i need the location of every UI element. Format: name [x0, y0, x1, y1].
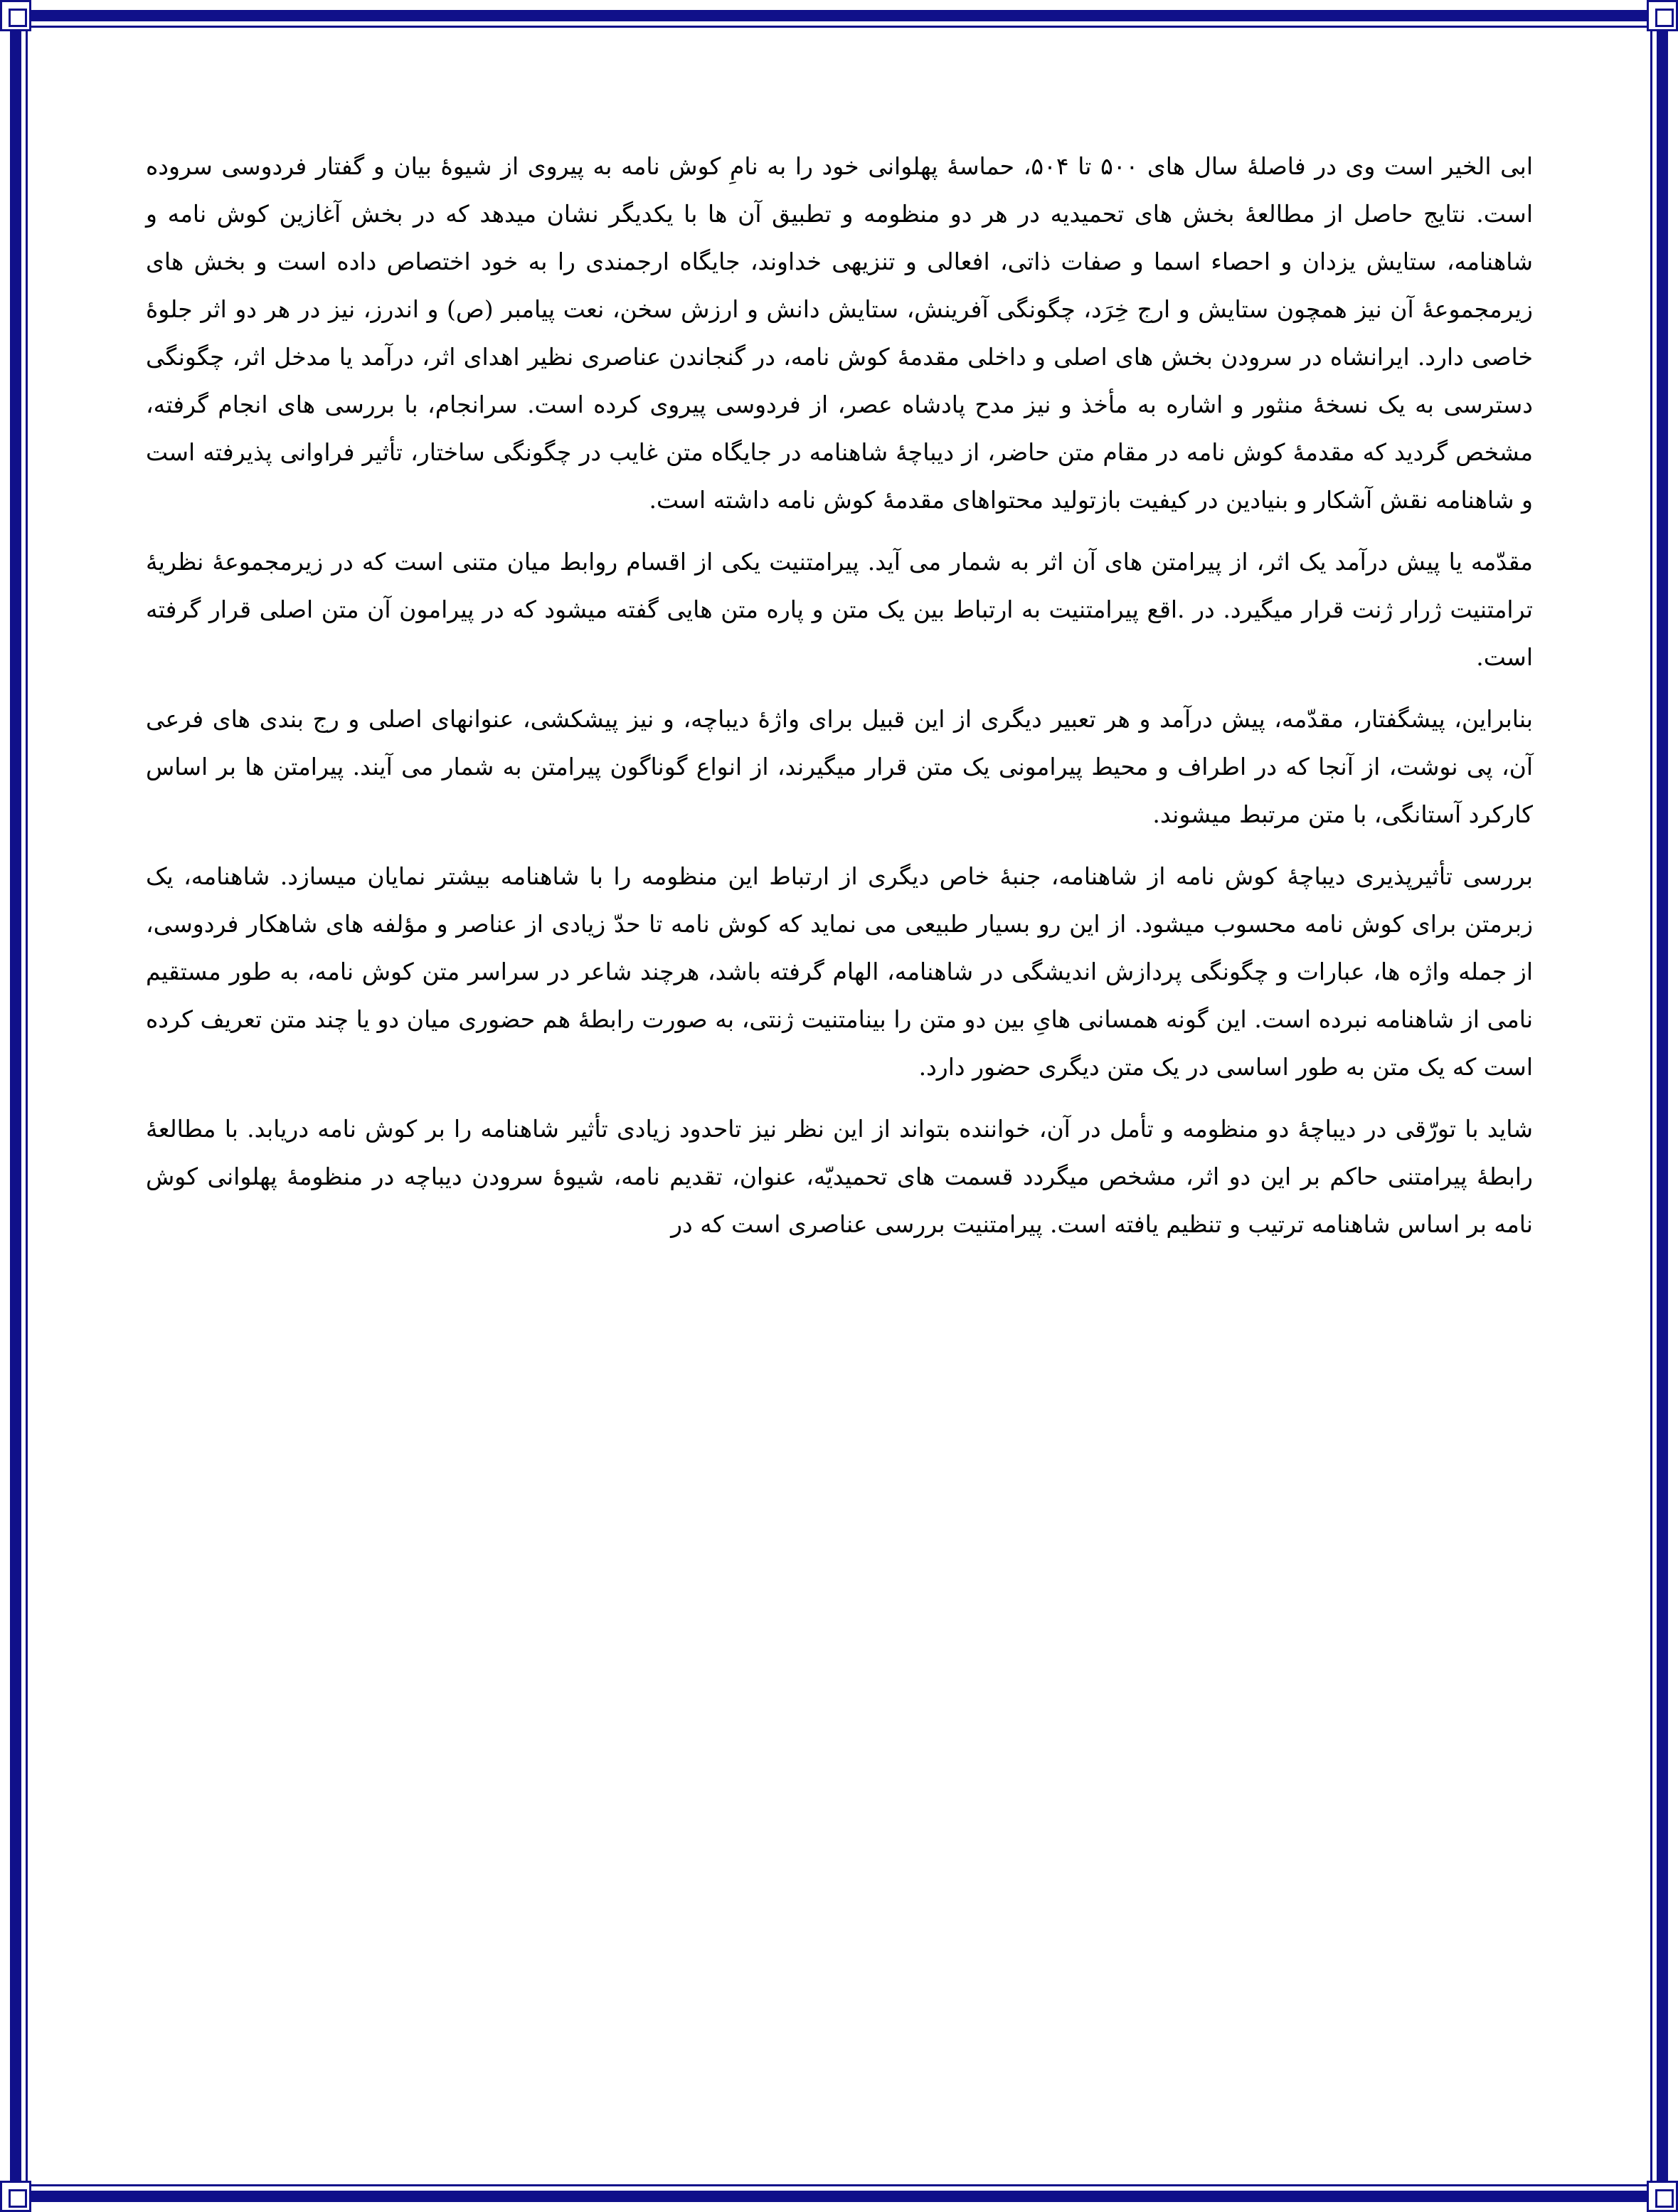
- corner-ornament-bottom-left: [0, 2181, 31, 2212]
- corner-ornament-top-right: [1647, 0, 1678, 31]
- paragraph-1: ابی الخیر است وی در فاصلهٔ سال های ۵۰۰ تا ۵۰۴، حماسهٔ پهلوانی خود را به نامِ کوش نامه به پیروی از شیوهٔ بیان و گفتار فردوسی سروده است. نتایج حاصل از مطالعهٔ بخش های تحمیدیه در هر دو منظومه و تطبیق آن ها با یکدیگر نشان میدهد که در بخش آغازین کوش نامه و شاهنامه، ستایش یزدان و احصاء اسما و صفات ذاتی، افعالی و تنزیهی خداوند، جایگاه ارجمندی را به خود اختصاص داده است و بخش های زیرمجموعهٔ آن نیز همچون ستایش و ارج خِرَد، چگونگی آفرینش، ستایش دانش و ارزش سخن، نعت پیامبر (ص) و اندرز، نیز در هر دو اثر جلوهٔ خاصی دارد. ایرانشاه در سرودن بخش های اصلی و داخلی مقدمهٔ کوش نامه، در گنجاندن عناصری نظیر اهدای اثر، درآمد یا مدخل اثر، چگونگی دسترسی به یک نسخهٔ منثور و اشاره به مأخذ و نیز مدح پادشاه عصر، از فردوسی پیروی کرده است. سرانجام، با بررسی های انجام گرفته، مشخص گردید که مقدمهٔ کوش نامه در مقام متن حاضر، از دیباچهٔ شاهنامه در جایگاه متن غایب در چگونگی ساختار، تأثیر فراوانی پذیرفته است و شاهنامه نقش آشکار و بنیادین در کیفیت بازتولید محتواهای مقدمهٔ کوش نامه داشته است.: [146, 152, 1533, 514]
- paragraph-5: شاید با تورّقی در دیباچهٔ دو منظومه و تأمل در آن، خواننده بتواند از این نظر نیز تاحدود زیادی تأثیر شاهنامه را بر کوش نامه دریابد. با مطالعهٔ رابطهٔ پیرامتنی حاکم بر این دو اثر، مشخص میگردد قسمت های تحمیدیّه، عنوان، تقدیم نامه، شیوهٔ سرودن دیباچه در منظومهٔ پهلوانی کوش نامه بر اساس شاهنامه ترتیب و تنظیم یافته است. پیرامتنیت بررسی عناصری است که در: [146, 1115, 1533, 1238]
- corner-ornament-bottom-right: [1647, 2181, 1678, 2212]
- corner-ornament-top-left: [0, 0, 31, 31]
- paragraph-3: بنابراین، پیشگفتار، مقدّمه، پیش درآمد و هر تعبیر دیگری از این قبیل برای واژهٔ دیباچه، و نیز پیشکشی، عنوانهای اصلی و رج بندی های فرعی آن، پی نوشت، از آنجا که در اطراف و محیط پیرامونی یک متن قرار میگیرند، از انواع گوناگون پیرامتن به شمار می آیند. پیرامتن ها بر اساس کارکرد آستانگی، با متن مرتبط میشوند.: [146, 705, 1533, 828]
- paragraph-4: بررسی تأثیرپذیری دیباچهٔ کوش نامه از شاهنامه، جنبهٔ خاص دیگری از ارتباط این منظومه را با شاهنامه بیشتر نمایان میسازد. شاهنامه، یک زبرمتن برای کوش نامه محسوب میشود. از این رو بسیار طبیعی می نماید که کوش نامه تا حدّ زیادی از عناصر و مؤلفه های شاهکار فردوسی، از جمله واژه ها، عبارات و چگونگی پردازش اندیشگی در شاهنامه، الهام گرفته باشد، هرچند شاعر در سراسر متن کوش نامه، به طور مستقیم نامی از شاهنامه نبرده است. این گونه همسانی هایِ بین دو متن را بینامتنیت ژنتی، به صورت رابطهٔ هم حضوری میان دو یا چند متن تعریف کرده است که یک متن به طور اساسی در یک متن دیگری حضور دارد.: [146, 862, 1533, 1081]
- paragraph-2: مقدّمه یا پیش درآمد یک اثر، از پیرامتن های آن اثر به شمار می آید. پیرامتنیت یکی از اقسام روابط میان متنی است که در زیرمجموعهٔ نظریهٔ ترامتنیت ژرار ژنت قرار میگیرد. در .اقع پیرامتنیت به ارتباط بین یک متن و پاره متن هایی گفته میشود که در پیرامون آن متن اصلی قرار گرفته است.: [146, 548, 1533, 671]
- document-body: [146, 142, 1533, 1262]
